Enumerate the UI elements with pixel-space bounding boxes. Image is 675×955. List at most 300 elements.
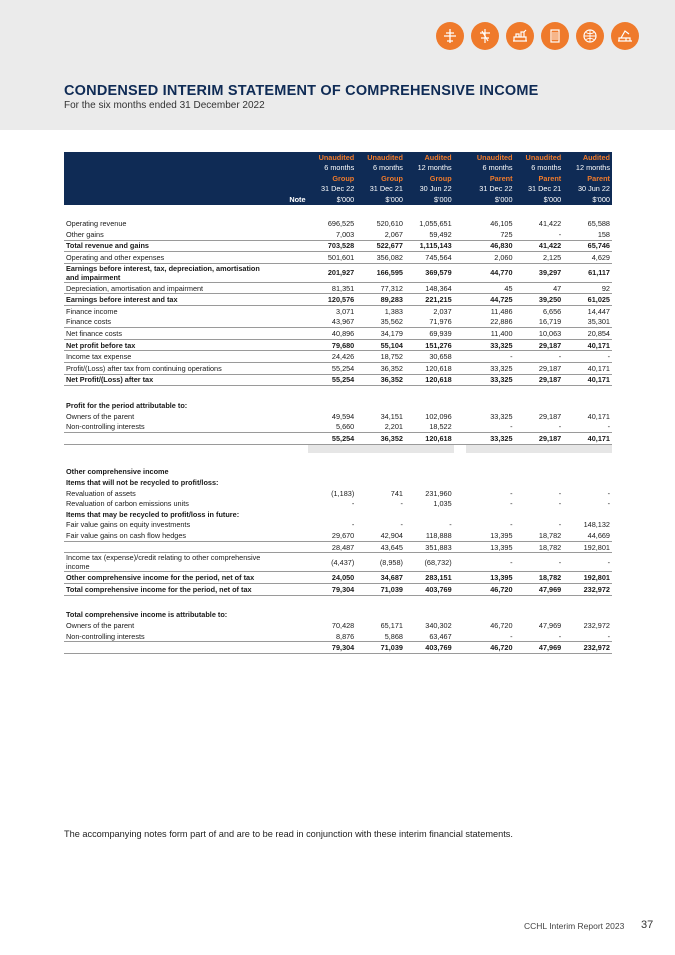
value-cell	[356, 400, 405, 411]
value-cell: 403,769	[405, 583, 454, 595]
power-icon	[471, 22, 499, 50]
header-label-cell	[64, 163, 275, 174]
value-cell	[466, 477, 515, 488]
table-row	[64, 240, 612, 252]
value-cell: 45	[466, 282, 515, 294]
value-cell: 14,447	[563, 306, 612, 317]
table-row	[64, 541, 612, 553]
table-row	[64, 488, 612, 499]
column-gap	[454, 263, 466, 282]
table-row	[64, 317, 612, 328]
value-cell: 41,422	[538, 219, 562, 229]
row-note	[275, 306, 307, 317]
row-note	[275, 498, 307, 509]
value-cell: 1,035	[433, 499, 452, 509]
column-gap	[454, 252, 466, 264]
value-cell: 18,752	[356, 351, 405, 363]
value-cell: 71,976	[429, 317, 452, 327]
value-cell: 5,868	[384, 631, 403, 641]
column-gap	[454, 351, 466, 363]
column-gap	[454, 631, 466, 642]
value-cell: 501,601	[308, 252, 357, 264]
value-cell: 40,171	[563, 363, 612, 375]
row-label: Owners of the parent	[66, 411, 135, 421]
row-label: Earnings before interest and tax	[64, 294, 275, 306]
value-cell: -	[351, 520, 355, 530]
value-cell: (4,437)	[308, 553, 357, 572]
value-cell	[308, 400, 357, 411]
value-cell	[515, 467, 564, 478]
table-row	[64, 572, 612, 584]
construction-icon	[611, 22, 639, 50]
value-cell: 70,428	[331, 620, 355, 630]
header-row-unit	[64, 194, 612, 205]
aviation-icon	[436, 22, 464, 50]
value-cell: -	[400, 499, 403, 509]
value-cell	[308, 610, 357, 621]
value-cell: 221,215	[405, 294, 454, 306]
column-header-unit: $'000	[515, 194, 564, 205]
value-cell: 71,039	[356, 642, 405, 654]
column-gap	[454, 317, 466, 328]
column-gap	[454, 411, 466, 422]
row-note	[275, 488, 307, 499]
value-cell	[356, 477, 405, 488]
value-cell: 46,720	[466, 583, 515, 595]
value-cell: -	[607, 631, 610, 641]
value-cell	[356, 610, 405, 621]
value-cell: 232,972	[563, 583, 612, 595]
table-row	[64, 631, 612, 642]
column-header-date: 31 Dec 22	[308, 184, 357, 195]
row-note	[275, 642, 307, 654]
row-label: Total comprehensive income is attributable to:	[66, 610, 228, 620]
row-note	[275, 374, 307, 386]
value-cell: 102,096	[425, 411, 452, 421]
row-note	[275, 509, 307, 520]
value-cell: (8,958)	[356, 553, 405, 572]
value-cell	[466, 610, 515, 621]
value-cell	[405, 467, 454, 478]
value-cell: -	[510, 422, 513, 432]
row-label: Net Profit/(Loss) after tax	[64, 374, 275, 386]
row-label: Operating and other expenses	[64, 252, 275, 264]
value-cell	[405, 400, 454, 411]
column-header-entity: Group	[308, 173, 357, 184]
value-cell: -	[558, 229, 562, 239]
value-cell	[563, 400, 612, 411]
value-cell	[515, 610, 564, 621]
value-cell: 69,939	[405, 328, 454, 340]
column-gap	[454, 572, 466, 584]
value-cell: 71,039	[356, 583, 405, 595]
value-cell: 46,830	[466, 240, 515, 252]
value-cell: 16,719	[538, 317, 562, 327]
value-cell: 6,656	[515, 306, 564, 317]
row-label: Finance income	[64, 306, 275, 317]
value-cell: 2,201	[384, 422, 403, 432]
value-cell: 43,645	[356, 541, 405, 553]
row-label: Total revenue and gains	[64, 240, 275, 252]
column-gap	[454, 240, 466, 252]
value-cell: 33,325	[466, 339, 515, 351]
value-cell	[356, 467, 405, 478]
value-cell: 35,301	[587, 317, 610, 327]
value-cell: 741	[390, 488, 403, 498]
column-header-status: Audited	[405, 152, 454, 163]
value-cell: 46,720	[466, 642, 515, 654]
section-heading-row	[64, 400, 612, 411]
column-header-unit: $'000	[356, 194, 405, 205]
value-cell: 63,467	[429, 631, 452, 641]
value-cell: 29,187	[515, 339, 564, 351]
column-gap	[454, 339, 466, 351]
row-label: Net profit before tax	[64, 339, 275, 351]
value-cell: 22,886	[490, 317, 513, 327]
row-label: Non-controlling interests	[66, 422, 145, 432]
value-cell	[308, 477, 357, 488]
row-note	[275, 411, 307, 422]
column-gap	[454, 498, 466, 509]
row-label: Revaluation of assets	[66, 488, 136, 498]
note-header	[275, 163, 307, 174]
table-row	[64, 229, 612, 240]
value-cell: 522,677	[356, 240, 405, 252]
row-note	[275, 219, 307, 230]
column-header-date: 31 Dec 21	[356, 184, 405, 195]
row-note	[275, 263, 307, 282]
column-gap	[454, 306, 466, 317]
value-cell: 47,969	[515, 642, 564, 654]
row-label: Other gains	[66, 229, 104, 239]
column-header-status: Unaudited	[308, 152, 357, 163]
column-gap	[454, 433, 466, 445]
column-header-status: Unaudited	[356, 152, 405, 163]
value-cell: 33,325	[490, 411, 513, 421]
value-cell: 40,171	[587, 411, 610, 421]
row-note	[275, 467, 307, 478]
value-cell: 46,105	[490, 219, 513, 229]
value-cell: 118,888	[425, 530, 452, 540]
column-gap	[454, 477, 466, 488]
column-gap	[454, 229, 466, 240]
column-header-period: 6 months	[308, 163, 357, 174]
value-cell: 40,171	[563, 374, 612, 386]
column-gap	[454, 194, 466, 205]
value-cell: 1,115,143	[405, 240, 454, 252]
table-row	[64, 421, 612, 432]
value-cell: 55,104	[356, 339, 405, 351]
column-header-date: 31 Dec 21	[515, 184, 564, 195]
value-cell: -	[515, 553, 564, 572]
building-icon	[541, 22, 569, 50]
column-header-unit: $'000	[466, 194, 515, 205]
row-note	[275, 520, 307, 531]
row-note	[275, 363, 307, 375]
value-cell: 18,782	[515, 541, 564, 553]
table-row	[64, 294, 612, 306]
value-cell: 34,151	[380, 411, 403, 421]
value-cell: 192,801	[563, 541, 612, 553]
value-cell: -	[466, 351, 515, 363]
value-cell	[466, 509, 515, 520]
header-row-status	[64, 152, 612, 163]
value-cell: 49,594	[331, 411, 355, 421]
column-header-period: 12 months	[405, 163, 454, 174]
column-header-entity: Parent	[515, 173, 564, 184]
value-cell: 29,670	[331, 530, 355, 540]
value-cell: (1,183)	[331, 488, 355, 498]
column-header-status: Audited	[563, 152, 612, 163]
value-cell: 79,680	[308, 339, 357, 351]
value-cell: 55,254	[308, 374, 357, 386]
column-gap	[454, 374, 466, 386]
value-cell: -	[558, 520, 562, 530]
header-label-cell	[64, 194, 275, 205]
table-row	[64, 263, 612, 282]
row-label: Fair value gains on cash flow hedges	[66, 530, 187, 540]
value-cell: 29,187	[515, 363, 564, 375]
column-gap	[454, 184, 466, 195]
spacer-row	[64, 453, 612, 467]
value-cell: 13,395	[466, 572, 515, 584]
value-cell: 158	[597, 229, 610, 239]
column-header-entity: Group	[405, 173, 454, 184]
value-cell: 30,658	[405, 351, 454, 363]
value-cell: -	[466, 553, 515, 572]
table-row	[64, 351, 612, 363]
shaded-separator-row	[64, 444, 612, 453]
row-note	[275, 631, 307, 642]
value-cell: 24,050	[308, 572, 357, 584]
value-cell: 11,486	[466, 306, 515, 317]
value-cell: 40,896	[308, 328, 357, 340]
value-cell: -	[607, 499, 610, 509]
row-label	[64, 642, 275, 654]
value-cell: 77,312	[356, 282, 405, 294]
column-gap	[454, 421, 466, 432]
value-cell: -	[558, 488, 562, 498]
value-cell: 33,325	[466, 433, 515, 445]
value-cell	[405, 610, 454, 621]
table-row	[64, 411, 612, 422]
value-cell: 36,352	[356, 433, 405, 445]
value-cell: -	[449, 520, 452, 530]
value-cell: 10,063	[515, 328, 564, 340]
row-label	[64, 541, 275, 553]
column-header-date: 30 Jun 22	[563, 184, 612, 195]
section-heading-row	[64, 509, 612, 520]
row-note	[275, 433, 307, 445]
value-cell: -	[558, 422, 562, 432]
column-gap	[454, 610, 466, 621]
value-cell: 79,304	[308, 642, 357, 654]
row-label: Net finance costs	[64, 328, 275, 340]
column-header-period: 6 months	[356, 163, 405, 174]
value-cell: 120,618	[405, 363, 454, 375]
row-label: Non-controlling interests	[66, 631, 145, 641]
row-note	[275, 477, 307, 488]
column-header-period: 12 months	[563, 163, 612, 174]
value-cell: 201,927	[308, 263, 357, 282]
table-row	[64, 282, 612, 294]
value-cell: 44,770	[466, 263, 515, 282]
column-gap	[454, 509, 466, 520]
row-note	[275, 339, 307, 351]
page-subtitle: For the six months ended 31 December 2022	[64, 100, 265, 111]
value-cell: 61,117	[563, 263, 612, 282]
table-row	[64, 328, 612, 340]
row-label: Owners of the parent	[66, 620, 135, 630]
value-cell: 29,187	[515, 374, 564, 386]
value-cell: -	[563, 553, 612, 572]
column-header-unit: $'000	[563, 194, 612, 205]
table-row	[64, 306, 612, 317]
column-gap	[454, 219, 466, 230]
column-gap	[454, 620, 466, 631]
value-cell: 1,055,651	[419, 219, 452, 229]
value-cell: 33,325	[466, 363, 515, 375]
value-cell: -	[607, 422, 610, 432]
column-header-unit: $'000	[308, 194, 357, 205]
header-label-cell	[64, 152, 275, 163]
row-label: Other comprehensive income	[66, 467, 169, 477]
row-label: Profit/(Loss) after tax from continuing operations	[64, 363, 275, 375]
value-cell: 35,562	[380, 317, 403, 327]
value-cell: -	[515, 351, 564, 363]
value-cell: -	[558, 631, 562, 641]
row-note	[275, 620, 307, 631]
value-cell: 29,187	[515, 433, 564, 445]
value-cell: 2,067	[384, 229, 403, 239]
column-gap	[454, 152, 466, 163]
value-cell: 28,487	[308, 541, 357, 553]
row-note	[275, 351, 307, 363]
value-cell	[515, 400, 564, 411]
row-label: Depreciation, amortisation and impairment	[64, 282, 275, 294]
value-cell: 148,364	[405, 282, 454, 294]
value-cell: -	[607, 488, 610, 498]
value-cell: 18,522	[429, 422, 452, 432]
value-cell: 231,960	[425, 488, 452, 498]
row-note	[275, 282, 307, 294]
value-cell: 283,151	[405, 572, 454, 584]
row-note	[275, 240, 307, 252]
value-cell: 47,969	[515, 583, 564, 595]
value-cell	[563, 467, 612, 478]
row-note	[275, 421, 307, 432]
value-cell: (68,732)	[405, 553, 454, 572]
table-row	[64, 553, 612, 572]
section-heading-row	[64, 467, 612, 478]
value-cell: -	[510, 488, 513, 498]
row-note	[275, 572, 307, 584]
value-cell	[405, 509, 454, 520]
value-cell	[405, 477, 454, 488]
value-cell	[515, 477, 564, 488]
value-cell: 33,325	[466, 374, 515, 386]
note-header	[275, 152, 307, 163]
row-note	[275, 400, 307, 411]
row-label: Earnings before interest, tax, depreciation, amortisation and impairment	[64, 263, 275, 282]
value-cell: 18,782	[515, 572, 564, 584]
column-header-unit: $'000	[405, 194, 454, 205]
value-cell: 34,179	[356, 328, 405, 340]
column-gap	[454, 173, 466, 184]
section-heading-row	[64, 477, 612, 488]
value-cell: 47	[515, 282, 564, 294]
value-cell: 36,352	[356, 374, 405, 386]
column-header-period: 6 months	[466, 163, 515, 174]
column-header-status: Unaudited	[466, 152, 515, 163]
table-row	[64, 498, 612, 509]
row-note	[275, 541, 307, 553]
value-cell: 79,304	[308, 583, 357, 595]
value-cell: 13,395	[466, 541, 515, 553]
value-cell: 2,037	[405, 306, 454, 317]
value-cell: 42,904	[380, 530, 403, 540]
table-row	[64, 363, 612, 375]
column-gap	[454, 328, 466, 340]
row-label: Other comprehensive income for the period, net of tax	[64, 572, 275, 584]
value-cell: -	[510, 520, 513, 530]
value-cell: 46,720	[490, 620, 513, 630]
value-cell	[356, 509, 405, 520]
column-header-status: Unaudited	[515, 152, 564, 163]
value-cell: 59,492	[429, 229, 452, 239]
value-cell: 65,171	[380, 620, 403, 630]
page-title: CONDENSED INTERIM STATEMENT OF COMPREHENSIVE INCOME	[64, 83, 539, 99]
value-cell: 8,876	[335, 631, 355, 641]
value-cell: 65,746	[563, 240, 612, 252]
value-cell: -	[510, 631, 513, 641]
column-header-entity: Parent	[466, 173, 515, 184]
value-cell: 55,254	[308, 433, 357, 445]
column-gap	[454, 282, 466, 294]
table-row	[64, 339, 612, 351]
column-gap	[454, 400, 466, 411]
value-cell	[563, 610, 612, 621]
value-cell	[515, 509, 564, 520]
value-cell: 356,082	[356, 252, 405, 264]
value-cell: -	[400, 520, 403, 530]
value-cell: 40,171	[563, 339, 612, 351]
value-cell: 44,669	[587, 530, 610, 540]
value-cell: 29,187	[538, 411, 562, 421]
port-icon	[506, 22, 534, 50]
value-cell	[466, 400, 515, 411]
value-cell: 120,576	[308, 294, 357, 306]
value-cell: 520,610	[376, 219, 403, 229]
value-cell: 369,579	[405, 263, 454, 282]
value-cell: 36,352	[356, 363, 405, 375]
value-cell: -	[510, 499, 513, 509]
column-gap	[454, 520, 466, 531]
note-header	[275, 184, 307, 195]
table-row	[64, 219, 612, 230]
value-cell	[466, 467, 515, 478]
row-label: Profit for the period attributable to:	[66, 401, 188, 411]
value-cell: 43,967	[331, 317, 355, 327]
footer-report-name: CCHL Interim Report 2023	[524, 921, 625, 931]
value-cell: 120,618	[405, 433, 454, 445]
row-note	[275, 553, 307, 572]
spacer-row	[64, 595, 612, 610]
note-header	[275, 173, 307, 184]
column-header-date: 30 Jun 22	[405, 184, 454, 195]
value-cell: 725	[500, 229, 513, 239]
value-cell: 92	[563, 282, 612, 294]
